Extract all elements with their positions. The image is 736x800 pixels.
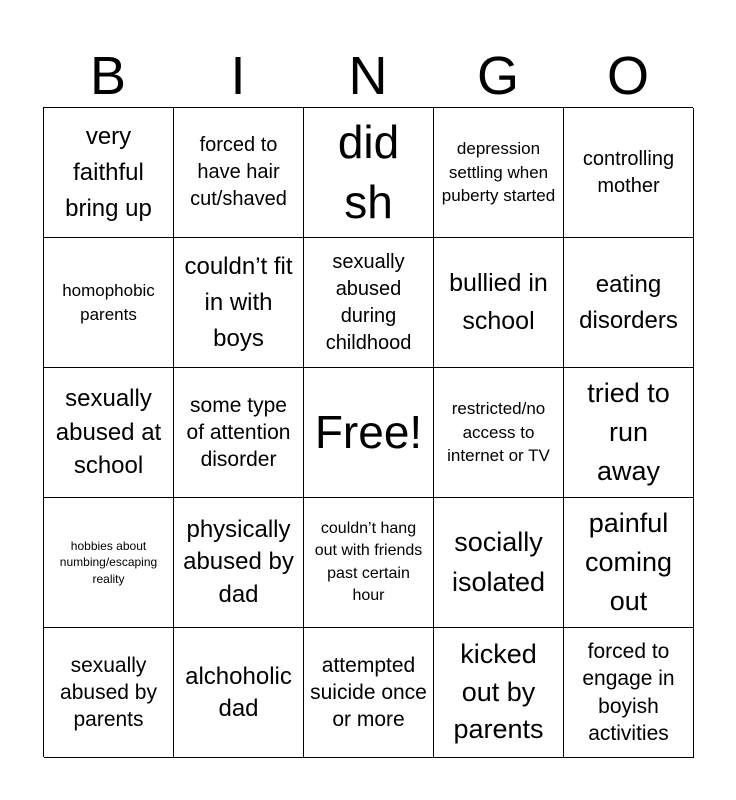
cell-text: forced to engage in boyish activities [582, 639, 675, 745]
bingo-cell[interactable] [564, 368, 694, 498]
bingo-cell[interactable] [434, 238, 564, 368]
cell-text: very faithful bring up [65, 122, 152, 222]
header-letter-i: I [230, 46, 246, 106]
bingo-cell[interactable] [564, 628, 694, 758]
bingo-cell[interactable] [304, 628, 434, 758]
bingo-cell[interactable] [434, 368, 564, 498]
cell-text: painful coming out [584, 507, 673, 617]
cell-text: sexually abused during childhood [325, 250, 412, 354]
bingo-cell[interactable] [304, 108, 434, 238]
bingo-cell[interactable] [434, 498, 564, 628]
bingo-cell[interactable] [44, 628, 174, 758]
cell-text: bullied in school [449, 269, 548, 335]
cell-text: alchoholic dad [185, 663, 292, 722]
bingo-cell[interactable] [564, 238, 694, 368]
cell-text: forced to have hair cut/shaved [190, 134, 287, 210]
bingo-cell[interactable] [434, 108, 564, 238]
cell-text: sexually abused by parents [60, 653, 157, 732]
cell-text: socially isolated [451, 527, 546, 597]
bingo-cell[interactable] [174, 368, 304, 498]
cell-text: couldn’t fit in with boys [184, 252, 293, 352]
bingo-cell[interactable] [44, 498, 174, 628]
cell-text: kicked out by parents [453, 638, 544, 745]
cell-text: some type of attention disorder [186, 393, 291, 472]
bingo-header [43, 44, 693, 108]
cell-text: depression settling when puberty started [441, 139, 556, 206]
bingo-cell[interactable] [564, 498, 694, 628]
bingo-cell[interactable] [304, 498, 434, 628]
header-letter-n: N [348, 46, 388, 106]
cell-text: homophobic parents [62, 281, 155, 324]
bingo-cell[interactable] [174, 628, 304, 758]
cell-text: sexually abused at school [55, 385, 162, 480]
cell-text: Free! [314, 405, 423, 458]
bingo-cell[interactable] [44, 368, 174, 498]
cell-text: couldn’t hang out with friends past certain hour [314, 520, 423, 604]
cell-text: attempted suicide once or more [310, 653, 427, 732]
header-letter-g: G [476, 46, 519, 106]
bingo-cell[interactable] [44, 108, 174, 238]
cell-text: tried to run away [587, 377, 670, 487]
bingo-cell[interactable] [174, 498, 304, 628]
cell-text: physically abused by dad [183, 515, 294, 608]
bingo-grid [43, 107, 693, 757]
bingo-cell[interactable] [434, 628, 564, 758]
bingo-cell[interactable] [174, 108, 304, 238]
bingo-cell[interactable] [564, 108, 694, 238]
bingo-cell[interactable] [174, 238, 304, 368]
bingo-cell-free[interactable] [304, 368, 434, 498]
bingo-cell[interactable] [304, 238, 434, 368]
cell-text: restricted/no access to internet or TV [447, 399, 550, 466]
header-letter-o: O [606, 46, 649, 106]
cell-text: did sh [337, 115, 400, 228]
bingo-cell[interactable] [44, 238, 174, 368]
cell-text: hobbies about numbing/escaping reality [59, 539, 158, 586]
header-letter-b: B [89, 46, 127, 106]
cell-text: eating disorders [579, 270, 678, 334]
cell-text: controlling mother [582, 147, 675, 197]
